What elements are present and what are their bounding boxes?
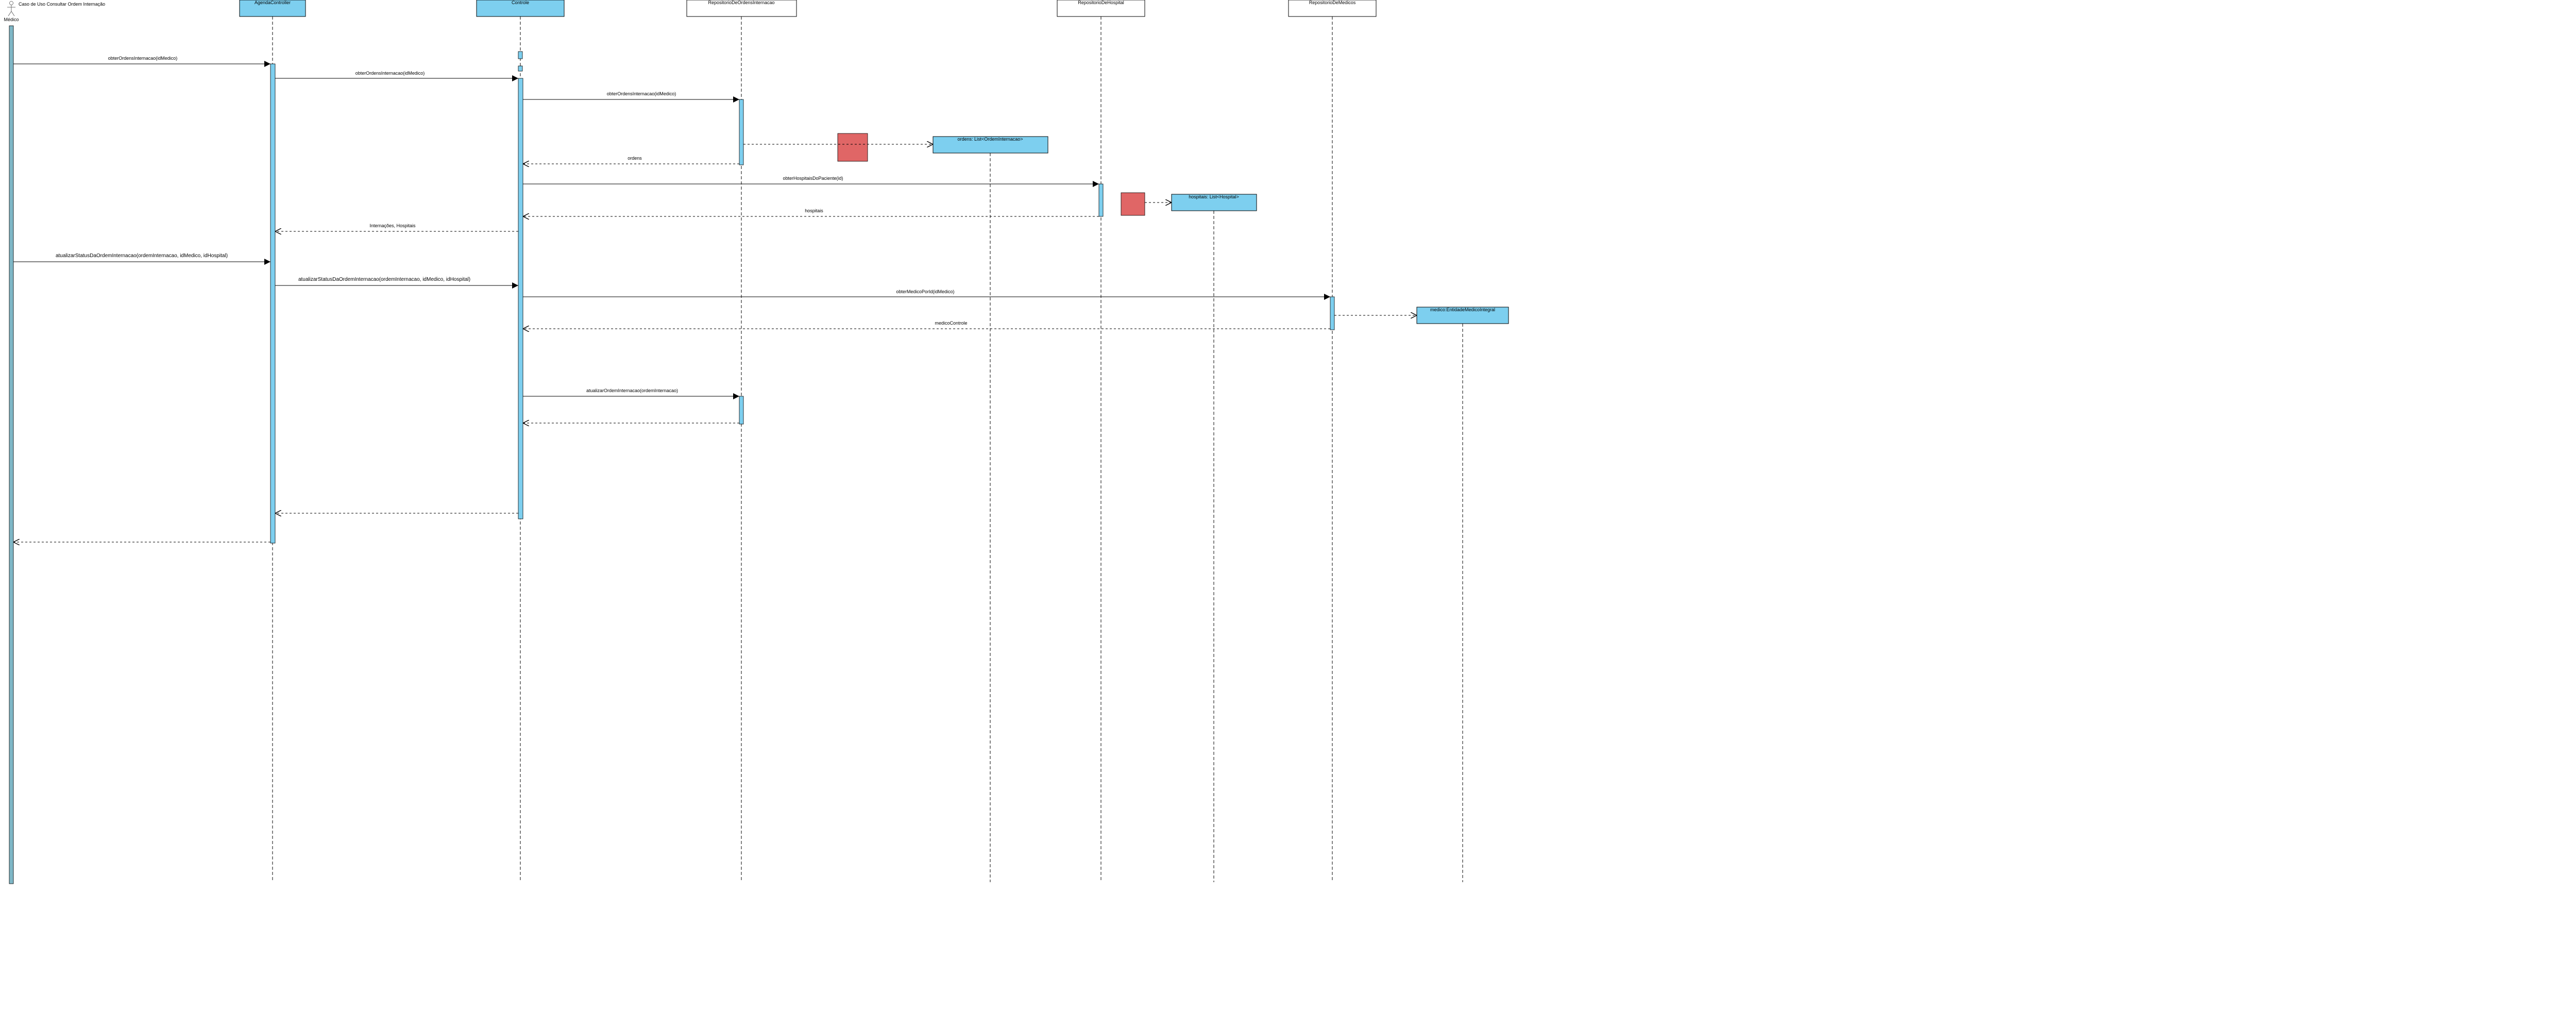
object-medico[interactable] xyxy=(1417,307,1509,882)
activation-controle-small-2 xyxy=(518,66,522,71)
message-label: obterMedicoPorId(idMedico) xyxy=(896,289,955,294)
message-label: obterOrdensInternacao(idMedico) xyxy=(606,91,676,96)
lifeline-repositorio-hospital[interactable] xyxy=(1057,0,1145,882)
message-label: hospitais xyxy=(805,208,823,213)
lifeline-label: RepositorioDeOrdensInternacao xyxy=(708,0,775,5)
lifeline-label: Controle xyxy=(511,0,530,5)
activation-repo-hospital xyxy=(1099,184,1103,216)
actor-stick-figure-icon xyxy=(7,2,15,16)
red-marker xyxy=(1121,193,1145,215)
red-marker xyxy=(838,133,868,161)
message-label: obterOrdensInternacao(idMedico) xyxy=(355,71,425,76)
message-label: obterOrdensInternacao(idMedico) xyxy=(108,56,178,61)
activation-agenda-controller xyxy=(270,64,275,543)
activation-repo-ordens-2 xyxy=(739,396,743,424)
frame-header xyxy=(19,2,105,7)
activation-repo-medicos xyxy=(1330,297,1334,330)
frame-label: Caso de Uso Consultar Ordem Internação xyxy=(19,2,106,7)
message-label: atualizarStatusDaOrdemInternacao(ordemInternacao, idMedico, idHospital) xyxy=(55,253,228,259)
activation-controle xyxy=(518,78,523,519)
lifeline-repositorio-medicos[interactable] xyxy=(1289,0,1376,882)
lifeline-label: AgendaController xyxy=(254,0,291,5)
lifeline-label: RepositorioDeMedicos xyxy=(1309,0,1356,5)
object-hospitais-list[interactable] xyxy=(1172,194,1257,882)
message-label: obterHospitaisDoPaciente(id) xyxy=(783,176,843,181)
object-ordens-list[interactable] xyxy=(933,137,1048,882)
actor-medico[interactable] xyxy=(4,2,19,884)
activation-repo-ordens-1 xyxy=(739,99,743,165)
message-label: medicoControle xyxy=(935,321,968,326)
messages xyxy=(13,56,1417,542)
message-label: Internações, Hospitais xyxy=(369,223,416,228)
object-label: medico:EntidadeMedicoIntegral xyxy=(1430,307,1496,312)
object-label: hospitais: List<Hospital> xyxy=(1189,194,1239,199)
object-label: ordens: List<OrdemInternacao> xyxy=(957,137,1023,142)
actor-activation-bar xyxy=(9,26,13,884)
lifeline-label: RepositorioDeHospital xyxy=(1078,0,1124,5)
message-label: atualizarOrdemInternacao(ordemInternacao) xyxy=(586,388,679,393)
message-label: atualizarStatusDaOrdemInternacao(ordemInternacao, idMedico, idHospital) xyxy=(298,277,471,282)
activations xyxy=(270,52,1334,543)
actor-label: Médico xyxy=(4,17,19,22)
activation-controle-small-1 xyxy=(518,52,522,59)
message-label: ordens xyxy=(628,156,642,161)
